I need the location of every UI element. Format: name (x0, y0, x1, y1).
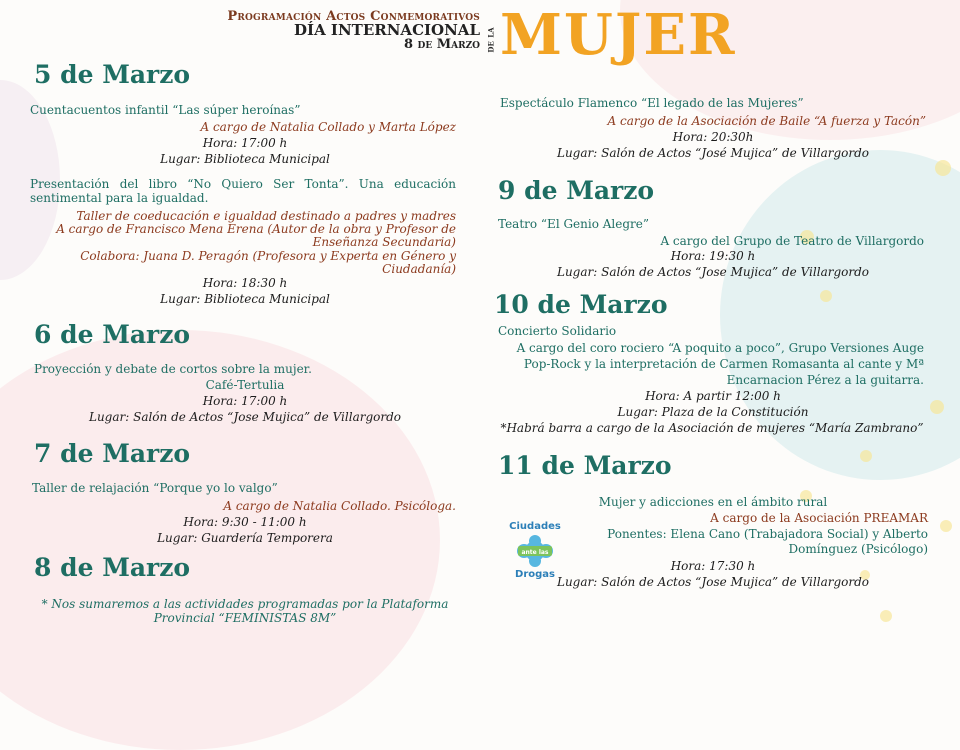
header-line-2: DÍA INTERNACIONAL (294, 21, 480, 39)
decorative-dot (940, 520, 952, 532)
event-place: Lugar: Guardería Temporera (157, 531, 333, 545)
day-5-heading: 5 de Marzo (34, 60, 191, 89)
decorative-dot (935, 160, 951, 176)
event-collaborator: Colabora: Juana D. Peragón (Profesora y Experta en Género y Ciudadanía) (80, 249, 456, 276)
event-note: * Nos sumaremos a las actividades programadas por la Plataforma Provincial “FEMINISTAS 8M” (41, 597, 449, 625)
de-la-vertical (483, 14, 499, 66)
event-time: Hora: A partir 12:00 h (645, 389, 781, 403)
event-time: Hora: 18:30 h (202, 276, 288, 290)
event-time: Hora: 17:00 h (202, 394, 288, 408)
mujer-title: MUJER (500, 2, 737, 68)
event-title: Proyección y debate de cortos sobre la mujer. (34, 362, 312, 376)
event-time: Hora: 17:30 h (670, 559, 756, 573)
event-title: Mujer y adicciones en el ámbito rural (598, 495, 828, 509)
program-header (150, 10, 480, 51)
event-title: Taller de relajación “Porque yo lo valgo” (32, 481, 278, 495)
decorative-dot (930, 400, 944, 414)
decorative-dot (880, 610, 892, 622)
logo-text-mid: ante las (521, 549, 549, 556)
event-organizer: A cargo de Natalia Collado. Psicóloga. (223, 499, 456, 513)
event-time: Hora: 9:30 - 11:00 h (183, 515, 307, 529)
decorative-dot (820, 290, 832, 302)
day-9-heading: 9 de Marzo (498, 176, 655, 205)
event-organizer: Taller de coeducación e igualdad destinado a padres y madres (76, 209, 456, 223)
event-organizer: A cargo de la Asociación PREAMAR (710, 511, 928, 525)
decorative-dot (860, 450, 872, 462)
day-8-heading: 8 de Marzo (34, 553, 191, 582)
event-title: Teatro “El Genio Alegre” (498, 217, 650, 231)
day-10-heading: 10 de Marzo (494, 290, 668, 319)
logo-text-top: Ciudades (509, 521, 561, 532)
event-place: Lugar: Plaza de la Constitución (617, 405, 809, 419)
event-note: *Habrá barra a cargo de la Asociación de mujeres “María Zambrano” (500, 421, 924, 435)
event-time: Hora: 17:00 h (202, 136, 288, 150)
event-title: Concierto Solidario (498, 324, 617, 338)
event-organizer: A cargo del Grupo de Teatro de Villargordo (660, 234, 924, 248)
event-place: Lugar: Biblioteca Municipal (160, 292, 330, 306)
day-7-heading: 7 de Marzo (34, 439, 191, 468)
event-title: Espectáculo Flamenco “El legado de las Mujeres” (500, 96, 804, 110)
event-organizer: A cargo del coro rociero “A poquito a poco”, Grupo Versiones Auge Pop-Rock y la interpretación de Carmen Romasanta al cante y Mª Encarnacion Pérez a la guitarra. (516, 341, 924, 387)
event-title: Presentación del libro “No Quiero Ser Tonta”. Una educación sentimental para la igualdad. (30, 177, 456, 205)
event-organizer: A cargo de la Asociación de Baile “A fuerza y Tacón” (607, 114, 926, 128)
event-organizer: A cargo de Natalia Collado y Marta López (200, 120, 456, 134)
de-la-text: de la (485, 27, 497, 53)
event-place: Lugar: Salón de Actos “José Mujica” de Villargordo (556, 146, 870, 160)
event-place: Lugar: Salón de Actos “Jose Mujica” de Villargordo (556, 265, 870, 279)
day-11-heading: 11 de Marzo (498, 451, 672, 480)
event-title: Cuentacuentos infantil “Las súper heroínas” (30, 103, 301, 117)
event-speakers: Ponentes: Elena Cano (Trabajadora Social) y Alberto Domínguez (Psicólogo) (607, 527, 928, 556)
header-line-3: 8 de Marzo (403, 37, 480, 52)
event-organizer: A cargo de Francisco Mena Erena (Autor de la obra y Profesor de Enseñanza Secundaria) (56, 222, 456, 249)
event-place: Lugar: Salón de Actos “Jose Mujica” de Villargordo (88, 410, 402, 424)
day-6-heading: 6 de Marzo (34, 320, 191, 349)
event-place: Lugar: Salón de Actos “Jose Mujica” de Villargordo (556, 575, 870, 589)
event-place: Lugar: Biblioteca Municipal (160, 152, 330, 166)
event-time: Hora: 20:30h (672, 130, 754, 144)
event-time: Hora: 19:30 h (670, 249, 756, 263)
event-subtitle: Café-Tertulia (205, 378, 285, 392)
header-line-1: Programación Actos Conmemorativos (227, 9, 480, 24)
logo-text-bottom: Drogas (515, 569, 555, 579)
ciudades-ante-las-drogas-logo (496, 517, 574, 579)
